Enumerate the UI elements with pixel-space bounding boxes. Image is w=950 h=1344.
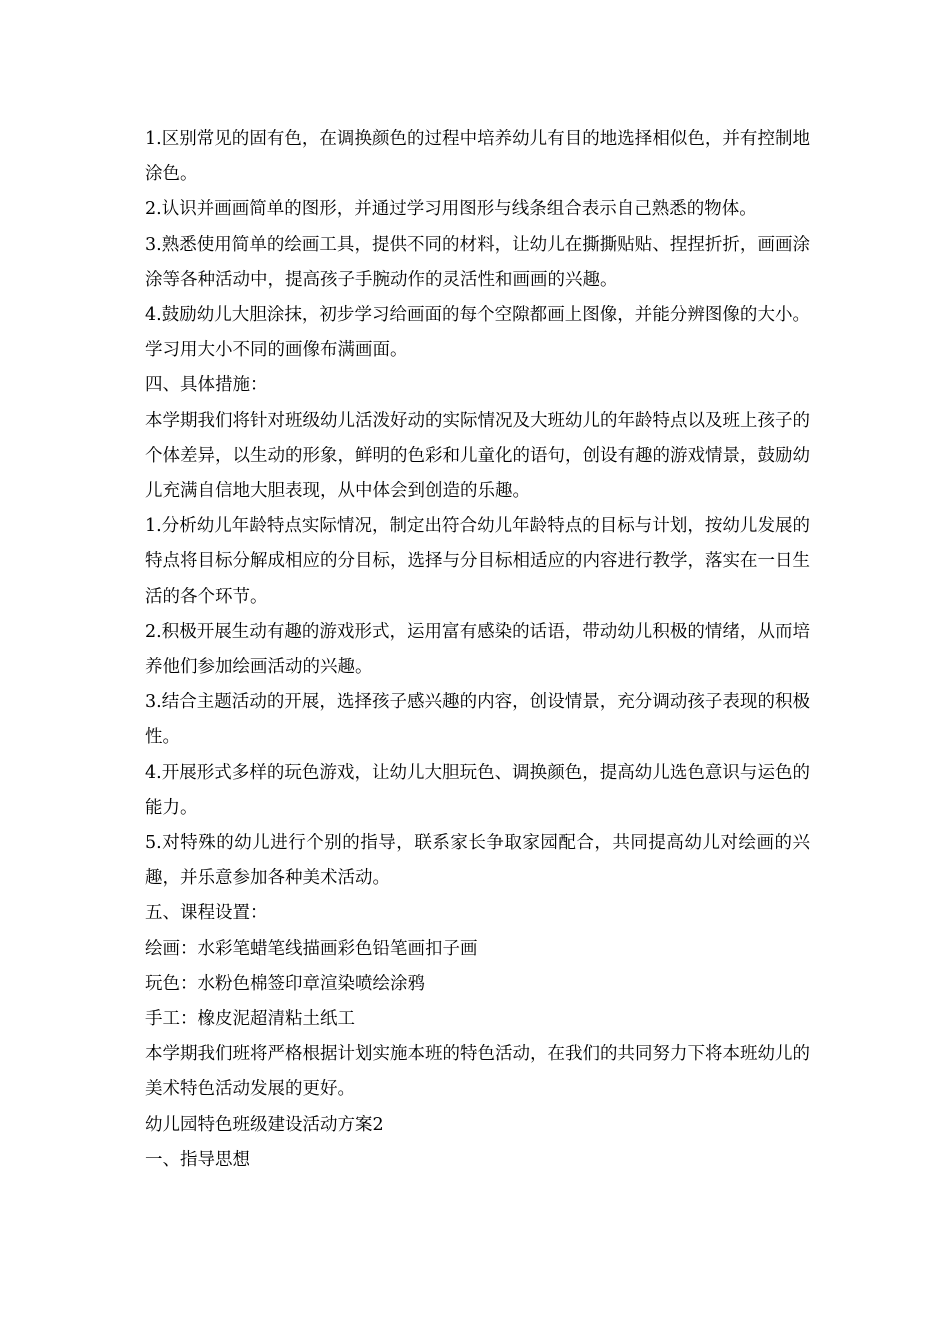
- document-body: [145, 122, 810, 1178]
- curriculum-color-play: 玩色：水粉色棉签印章渲染喷绘涂鸦: [145, 973, 425, 994]
- paragraph-goal-2: 2.认识并画画简单的图形，并通过学习用图形与线条组合表示自己熟悉的物体。: [145, 199, 757, 220]
- section-heading-guiding-ideology: 一、指导思想: [145, 1149, 250, 1170]
- document-title-plan-2: 幼儿园特色班级建设活动方案2: [145, 1114, 384, 1135]
- paragraph-measures-intro: 本学期我们将针对班级幼儿活泼好动的实际情况及大班幼儿的年龄特点以及班上孩子的个体差异，以生动的形象，鲜明的色彩和儿童化的语句，创设有趣的游戏情景，鼓励幼儿充满自信地大胆表现，从中体会到创造的乐趣。: [145, 410, 810, 502]
- paragraph-goal-1: 1.区别常见的固有色，在调换颜色的过程中培养幼儿有目的地选择相似色，并有控制地涂色。: [145, 129, 810, 185]
- section-heading-measures: 四、具体措施：: [145, 375, 268, 396]
- section-heading-curriculum: 五、课程设置：: [145, 903, 268, 924]
- curriculum-drawing: 绘画：水彩笔蜡笔线描画彩色铅笔画扣子画: [145, 938, 478, 959]
- paragraph-measure-5: 5.对特殊的幼儿进行个别的指导，联系家长争取家园配合，共同提高幼儿对绘画的兴趣，并乐意参加各种美术活动。: [145, 833, 810, 889]
- curriculum-handcraft: 手工：橡皮泥超清粘土纸工: [145, 1009, 355, 1030]
- paragraph-measure-1: 1.分析幼儿年龄特点实际情况，制定出符合幼儿年龄特点的目标与计划，按幼儿发展的特点将目标分解成相应的分目标，选择与分目标相适应的内容进行教学，落实在一日生活的各个环节。: [145, 516, 810, 607]
- paragraph-conclusion: 本学期我们班将严格根据计划实施本班的特色活动，在我们的共同努力下将本班幼儿的美术特色活动发展的更好。: [145, 1044, 810, 1100]
- paragraph-goal-3: 3.熟悉使用简单的绘画工具，提供不同的材料，让幼儿在撕撕贴贴、捏捏折折，画画涂涂等各种活动中，提高孩子手腕动作的灵活性和画画的兴趣。: [145, 234, 810, 290]
- paragraph-goal-4: 4.鼓励幼儿大胆涂抹，初步学习给画面的每个空隙都画上图像，并能分辨图像的大小。学习用大小不同的画像布满画面。: [145, 305, 810, 361]
- paragraph-measure-4: 4.开展形式多样的玩色游戏，让幼儿大胆玩色、调换颜色，提高幼儿选色意识与运色的能力。: [145, 762, 810, 818]
- paragraph-measure-2: 2.积极开展生动有趣的游戏形式，运用富有感染的话语，带动幼儿积极的情绪，从而培养他们参加绘画活动的兴趣。: [145, 621, 810, 678]
- paragraph-measure-3: 3.结合主题活动的开展，选择孩子感兴趣的内容，创设情景，充分调动孩子表现的积极性。: [145, 692, 810, 748]
